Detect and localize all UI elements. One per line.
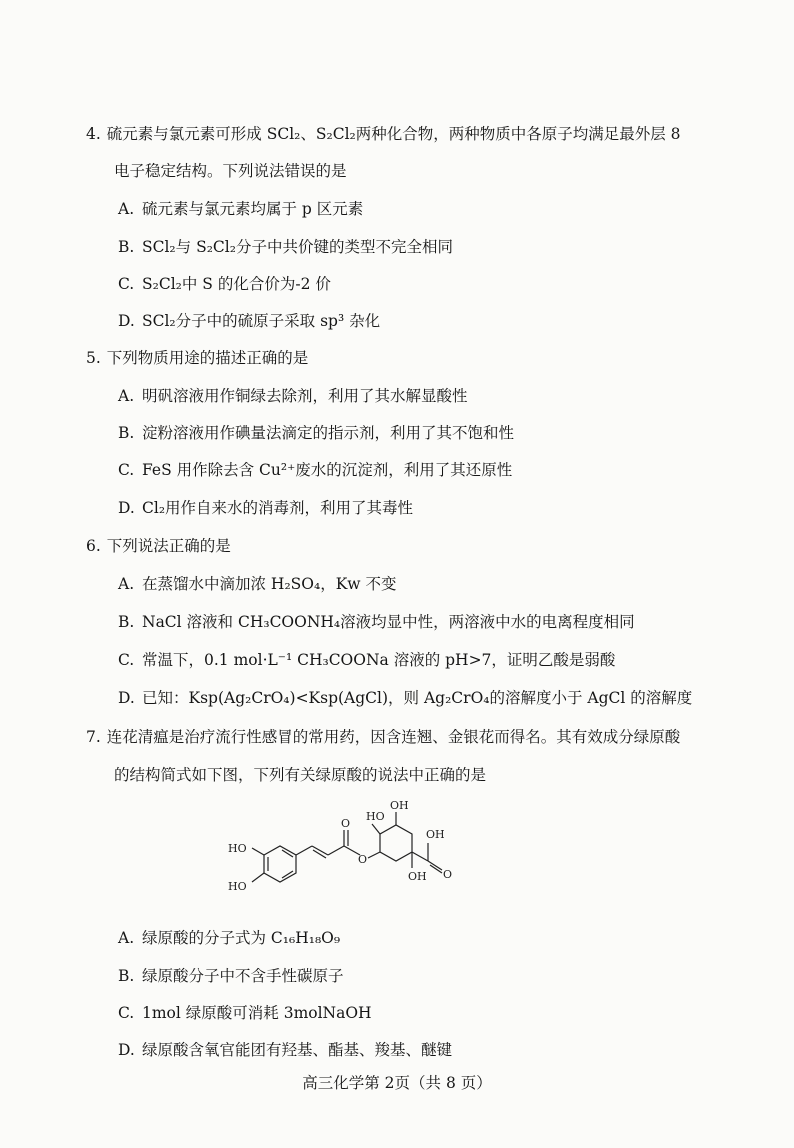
option-label: C. — [118, 461, 135, 479]
option-text: NaCl 溶液和 CH₃COONH₄溶液均显中性，两溶液中水的电离程度相同 — [142, 613, 635, 631]
cyclohexane-ring — [380, 825, 412, 861]
question-4-stem — [86, 124, 681, 144]
question-7-stem — [86, 727, 680, 747]
ho-ring-label: HO — [366, 810, 385, 823]
option-label: A. — [118, 929, 135, 947]
q7-option-b — [118, 966, 344, 986]
question-7-stem-cont: 的结构简式如下图，下列有关绿原酸的说法中正确的是 — [114, 766, 487, 784]
option-text: 1mol 绿原酸可消耗 3molNaOH — [142, 1004, 372, 1022]
option-label: B. — [118, 424, 135, 442]
q5-option-a — [118, 386, 468, 406]
ho-label-bottom: HO — [228, 880, 247, 893]
q6-option-a — [118, 574, 396, 594]
question-number: 5. — [86, 349, 101, 367]
option-label: B. — [118, 967, 135, 985]
q4-option-c — [118, 274, 331, 294]
q5-option-c — [118, 460, 512, 480]
option-text: 已知：Ksp(Ag₂CrO₄)<Ksp(AgCl)，则 Ag₂CrO₄的溶解度小于 AgCl 的溶解度 — [142, 689, 693, 707]
option-text: SCl₂与 S₂Cl₂分子中共价键的类型不完全相同 — [142, 238, 453, 256]
option-text: 绿原酸的分子式为 C₁₆H₁₈O₉ — [142, 929, 341, 947]
option-text: 明矾溶液用作铜绿去除剂，利用了其水解显酸性 — [142, 387, 468, 405]
ho-label-top: HO — [228, 842, 247, 855]
option-label: A. — [118, 387, 135, 405]
oh-top-label: OH — [390, 800, 409, 812]
option-label: B. — [118, 613, 135, 631]
o-acid-label: O — [443, 868, 453, 881]
option-text: 淀粉溶液用作碘量法滴定的指示剂，利用了其不饱和性 — [142, 424, 515, 442]
option-text: SCl₂分子中的硫原子采取 sp³ 杂化 — [142, 312, 381, 330]
q5-option-d — [118, 498, 413, 518]
option-label: D. — [118, 499, 135, 517]
question-text: 连花清瘟是治疗流行性感冒的常用药，因含连翘、金银花而得名。其有效成分绿原酸 — [106, 728, 681, 746]
q7-option-d — [118, 1040, 452, 1060]
q7-option-a — [118, 928, 340, 948]
benzene-ring — [264, 846, 296, 882]
option-label: D. — [118, 312, 135, 330]
option-text: S₂Cl₂中 S 的化合价为-2 价 — [142, 275, 331, 293]
oh-bottom-label: OH — [408, 870, 427, 883]
question-text: 下列物质用途的描述正确的是 — [106, 349, 309, 367]
option-text: FeS 用作除去含 Cu²⁺废水的沉淀剂，利用了其还原性 — [142, 461, 513, 479]
option-label: A. — [118, 575, 135, 593]
question-4-stem-cont: 电子稳定结构。下列说法错误的是 — [114, 162, 347, 180]
option-label: C. — [118, 1004, 135, 1022]
question-number: 6. — [86, 537, 101, 555]
o-carbonyl-label: O — [341, 817, 351, 830]
option-label: D. — [118, 689, 135, 707]
option-text: 在蒸馏水中滴加浓 H₂SO₄，Kw 不变 — [142, 575, 397, 593]
q6-option-d — [118, 688, 692, 708]
option-text: Cl₂用作自来水的消毒剂，利用了其毒性 — [142, 499, 414, 517]
option-label: C. — [118, 275, 135, 293]
option-label: A. — [118, 200, 135, 218]
option-text: 绿原酸分子中不含手性碳原子 — [142, 967, 344, 985]
chlorogenic-acid-structure — [222, 800, 472, 910]
q6-option-b — [118, 612, 635, 632]
q4-option-d — [118, 311, 380, 331]
q5-option-b — [118, 423, 514, 443]
q4-option-a — [118, 199, 363, 219]
option-label: C. — [118, 651, 135, 669]
q7-option-c — [118, 1003, 372, 1023]
option-text: 常温下，0.1 mol·L⁻¹ CH₃COONa 溶液的 pH>7，证明乙酸是弱酸 — [142, 651, 616, 669]
q4-option-b — [118, 237, 453, 257]
question-number: 4. — [86, 125, 101, 143]
option-label: B. — [118, 238, 135, 256]
question-text: 硫元素与氯元素可形成 SCl₂、S₂Cl₂两种化合物，两种物质中各原子均满足最外层 8 — [106, 125, 681, 143]
option-label: D. — [118, 1041, 135, 1059]
question-number: 7. — [86, 728, 101, 746]
page-footer: 高三化学第 2页（共 8 页） — [302, 1074, 492, 1092]
option-text: 硫元素与氯元素均属于 p 区元素 — [142, 200, 364, 218]
question-text: 下列说法正确的是 — [106, 537, 231, 555]
o-ester-label: O — [358, 853, 368, 866]
question-5-stem — [86, 348, 308, 368]
question-6-stem — [86, 536, 231, 556]
option-text: 绿原酸含氧官能团有羟基、酯基、羧基、醚键 — [142, 1041, 453, 1059]
oh-acid-label: OH — [426, 828, 445, 841]
q6-option-c — [118, 650, 615, 670]
